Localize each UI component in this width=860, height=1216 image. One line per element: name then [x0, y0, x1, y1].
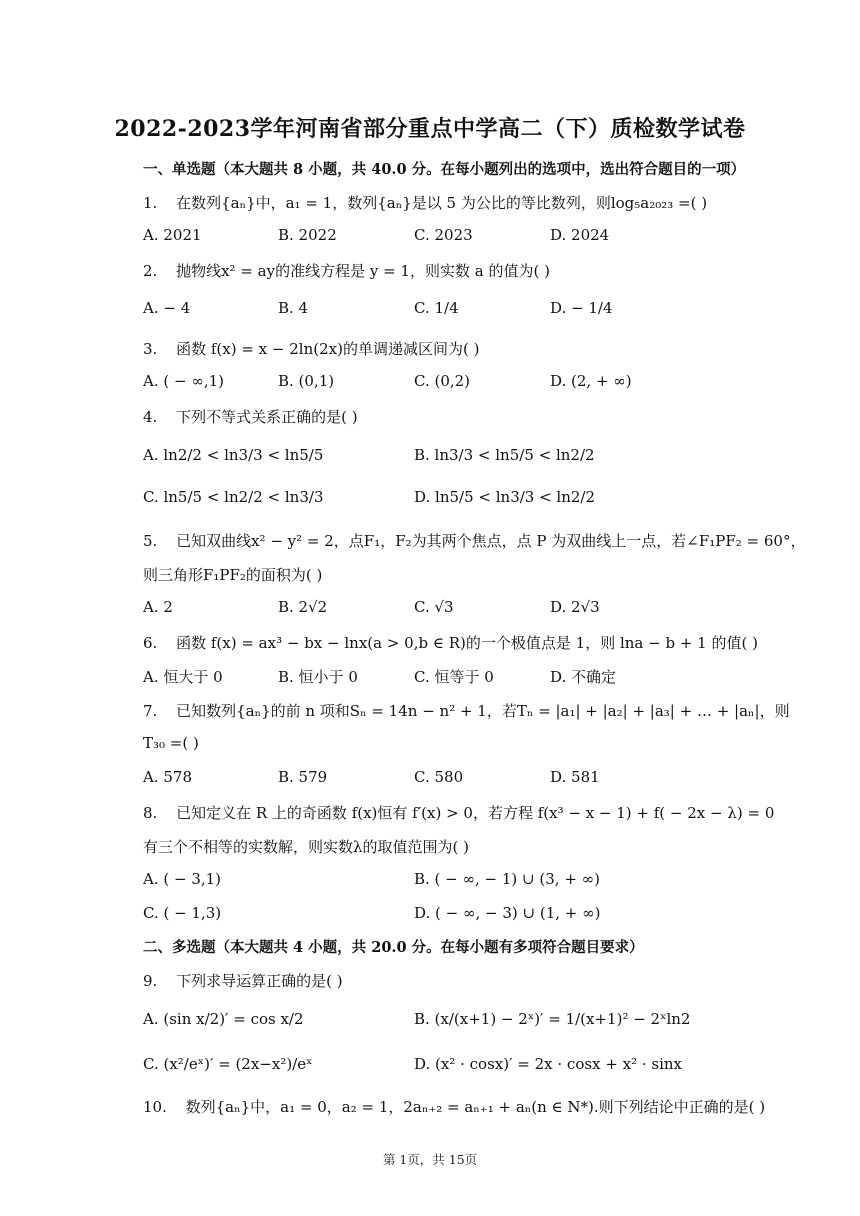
question-2-stem [143, 260, 550, 281]
option-a: A. 2021 [143, 226, 202, 244]
question-text: 在数列{aₙ}中，a₁ = 1，数列{aₙ}是以 5 为公比的等比数列，则log₅a₂₀₂₃ =( ) [176, 194, 708, 212]
question-number: 2. [143, 262, 158, 280]
option-b: B. 恒小于 0 [278, 668, 358, 686]
option-a: A. (sin x/2)′ = cos x/2 [143, 1010, 304, 1028]
question-text: 已知双曲线x² − y² = 2，点F₁，F₂为其两个焦点，点 P 为双曲线上一点，若∠F₁PF₂ = 60°， [176, 532, 806, 550]
section-heading-single-choice: 一、单选题（本大题共 8 小题，共 40.0 分。在每小题列出的选项中，选出符合题目的一项） [143, 161, 746, 178]
question-number: 3. [143, 340, 158, 358]
option-a: A. 恒大于 0 [143, 668, 223, 686]
question-9-stem [143, 970, 343, 991]
option-a: A. ln2/2 < ln3/3 < ln5/5 [143, 446, 324, 464]
question-3-stem [143, 338, 479, 359]
question-text: 已知定义在 R 上的奇函数 f(x)恒有 f′(x) > 0，若方程 f(x³ − x − 1) + f( − 2x − λ) = 0 [176, 804, 775, 822]
option-d: D. 581 [550, 768, 600, 786]
question-text: 函数 f(x) = ax³ − bx − lnx(a > 0,b ∈ R)的一个极值点是 1，则 lna − b + 1 的值( ) [176, 634, 758, 652]
question-text: 下列求导运算正确的是( ) [176, 972, 343, 990]
option-b: B. 579 [278, 768, 328, 786]
option-a: A. 578 [143, 768, 192, 786]
option-c: C. 恒等于 0 [414, 668, 494, 686]
question-text: 下列不等式关系正确的是( ) [176, 408, 358, 426]
question-number: 1. [143, 194, 158, 212]
option-b: B. ln3/3 < ln5/5 < ln2/2 [414, 446, 595, 464]
question-text: 数列{aₙ}中，a₁ = 0，a₂ = 1，2aₙ₊₂ = aₙ₊₁ + aₙ(n ∈ N*).则下列结论中正确的是( ) [185, 1098, 766, 1116]
question-number: 9. [143, 972, 158, 990]
option-c: C. (0,2) [414, 372, 471, 390]
option-d: D. 2√3 [550, 598, 600, 616]
question-4-stem [143, 406, 358, 427]
question-number: 8. [143, 804, 158, 822]
option-b: B. 2022 [278, 226, 337, 244]
option-b: B. (x/(x+1) − 2ˣ)′ = 1/(x+1)² − 2ˣln2 [414, 1010, 691, 1028]
option-b: B. (0,1) [278, 372, 335, 390]
question-text: 函数 f(x) = x − 2ln(2x)的单调递减区间为( ) [176, 340, 480, 358]
option-c: C. 580 [414, 768, 464, 786]
section-heading-multiple-choice: 二、多选题（本大题共 4 小题，共 20.0 分。在每小题有多项符合题目要求） [143, 939, 644, 956]
question-number: 5. [143, 532, 158, 550]
option-d: D. ln5/5 < ln3/3 < ln2/2 [414, 488, 596, 506]
question-8-stem-continued: 有三个不相等的实数解，则实数λ的取值范围为( ) [143, 838, 469, 856]
option-d: D. (2, + ∞) [550, 372, 632, 390]
question-10-stem [143, 1096, 765, 1117]
question-8-stem [143, 802, 774, 823]
option-a: A. ( − ∞,1) [143, 372, 224, 390]
question-number: 10. [143, 1098, 167, 1116]
option-c: C. 2023 [414, 226, 473, 244]
option-b: B. ( − ∞, − 1) ∪ (3, + ∞) [414, 870, 600, 888]
option-c: C. ln5/5 < ln2/2 < ln3/3 [143, 488, 324, 506]
option-d: D. 不确定 [550, 668, 617, 686]
option-a: A. ( − 3,1) [143, 870, 222, 888]
question-7-stem [143, 700, 790, 721]
option-c: C. (x²/eˣ)′ = (2x−x²)/eˣ [143, 1055, 313, 1073]
question-number: 7. [143, 702, 158, 720]
question-7-stem-continued: T₃₀ =( ) [143, 734, 199, 752]
question-text: 抛物线x² = ay的准线方程是 y = 1，则实数 a 的值为( ) [176, 262, 550, 280]
question-1-stem [143, 192, 707, 213]
option-d: D. − 1/4 [550, 299, 613, 317]
option-c: C. 1/4 [414, 299, 459, 317]
option-a: A. − 4 [143, 299, 191, 317]
option-d: D. 2024 [550, 226, 610, 244]
option-b: B. 4 [278, 299, 309, 317]
option-b: B. 2√2 [278, 598, 328, 616]
question-5-stem [143, 530, 805, 551]
option-c: C. √3 [414, 598, 454, 616]
question-5-stem-continued: 则三角形F₁PF₂的面积为( ) [143, 566, 323, 584]
question-number: 6. [143, 634, 158, 652]
option-a: A. 2 [143, 598, 173, 616]
page-title: 2022-2023学年河南省部分重点中学高二（下）质检数学试卷 [114, 116, 746, 142]
option-d: D. (x² · cosx)′ = 2x · cosx + x² · sinx [414, 1055, 683, 1073]
option-d: D. ( − ∞, − 3) ∪ (1, + ∞) [414, 904, 601, 922]
page-footer: 第 1页，共 15页 [382, 1152, 478, 1167]
question-6-stem [143, 632, 758, 653]
question-text: 已知数列{aₙ}的前 n 项和Sₙ = 14n − n² + 1，若Tₙ = |a₁| + |a₂| + |a₃| + … + |aₙ|，则 [176, 702, 790, 720]
option-c: C. ( − 1,3) [143, 904, 222, 922]
question-number: 4. [143, 408, 158, 426]
